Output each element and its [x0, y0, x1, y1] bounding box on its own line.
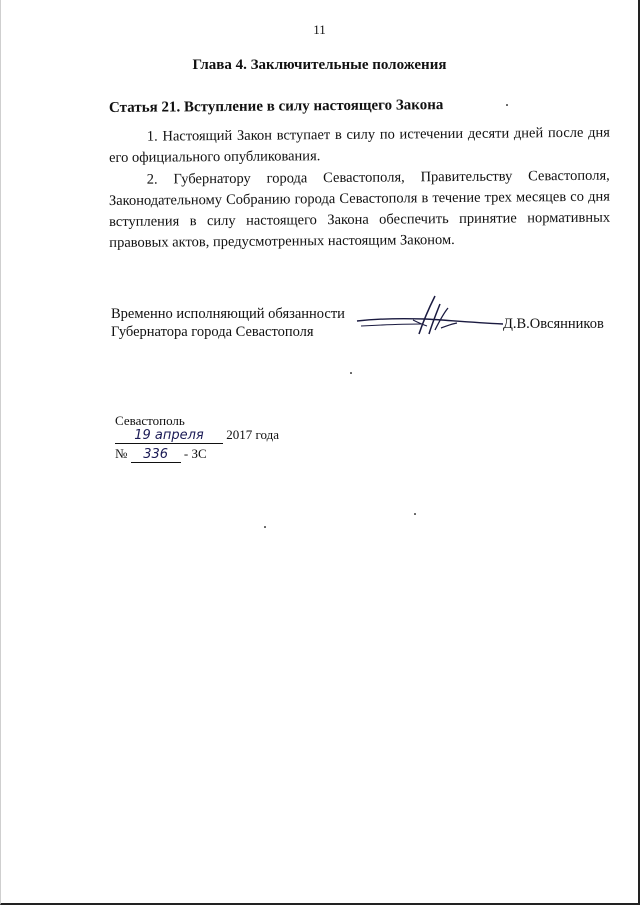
date-line [115, 427, 279, 444]
law-number-line [115, 446, 207, 463]
number-sign: № [115, 446, 128, 461]
scan-speck [350, 372, 352, 374]
article-title: Статья 21. Вступление в силу настоящего Закона [108, 97, 444, 116]
chapter-title: Глава 4. Заключительные положения [192, 57, 447, 73]
signer-name: Д.В.Овсянников [503, 316, 604, 332]
city-label: Севастополь [115, 413, 185, 428]
position-line-1: Временно исполняющий обязанности [111, 306, 345, 322]
scan-speck [264, 526, 266, 528]
handwritten-number: 336 [131, 448, 181, 463]
scan-speck [414, 513, 416, 515]
number-suffix: - ЗС [183, 446, 207, 461]
handwritten-signature [355, 290, 505, 340]
signatory-position [111, 305, 345, 341]
page-number: 11 [313, 22, 326, 37]
paragraph-1: 1. Настоящий Закон вступает в силу по истечении десяти дней после дня его официального опубликования. [109, 124, 610, 166]
paragraph-2: 2. Губернатору города Севастополя, Правительству Севастополя, Законодательному Собранию города Севастополя в течение трех месяцев со дня вступления в силу настоящего Закона обеспечить принятие нормативных правовых актов, предусмотренных настоящим Законом. [108, 167, 611, 251]
scan-speck [506, 104, 508, 106]
date-year: 2017 года [226, 427, 280, 442]
handwritten-date: 19 апреля [115, 429, 223, 444]
position-line-2: Губернатора города Севастополя [111, 324, 314, 340]
